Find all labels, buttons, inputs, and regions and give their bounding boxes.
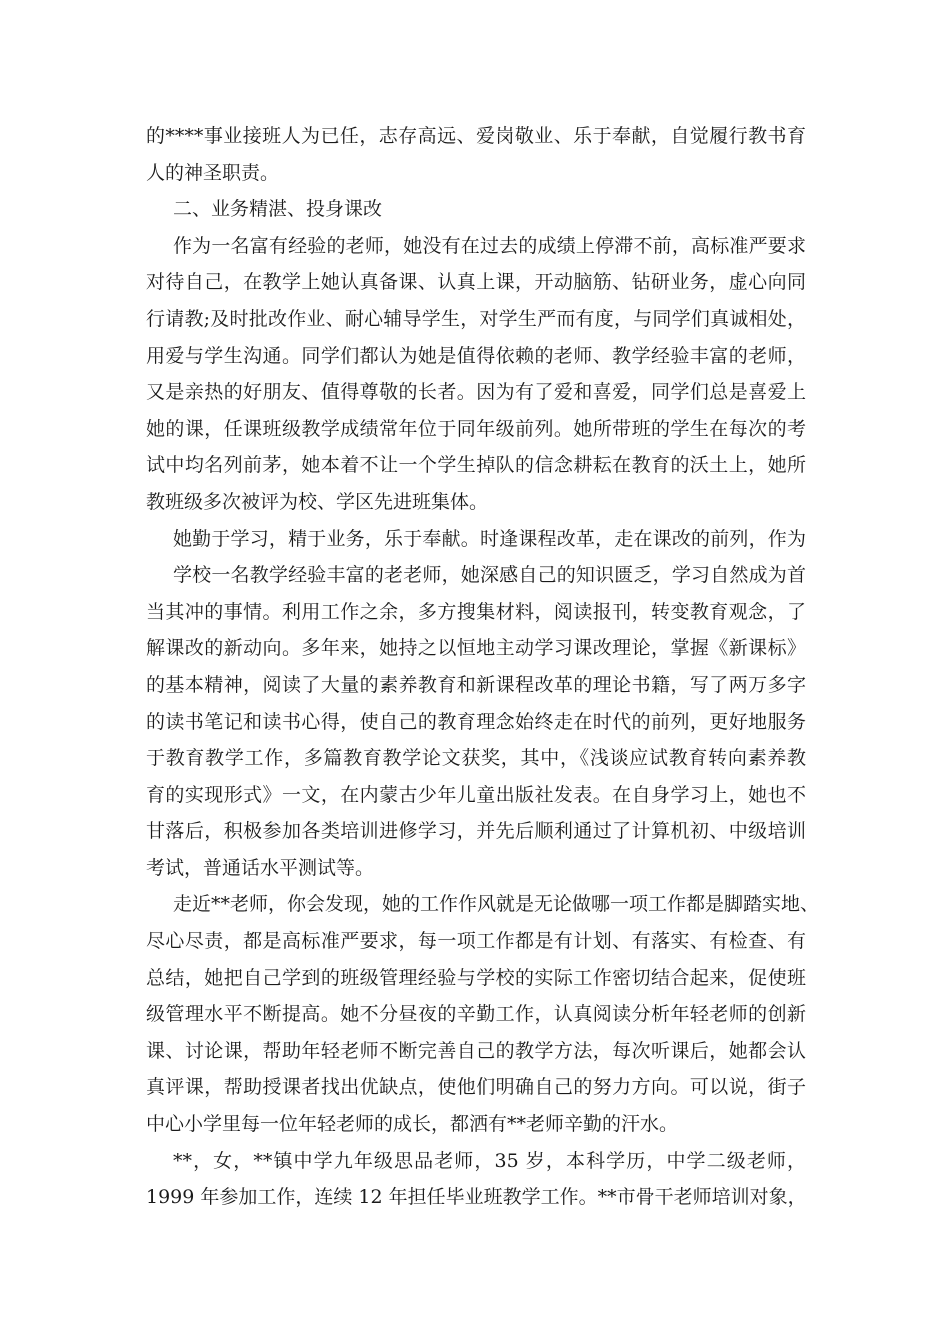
text-line: 当其冲的事情。利用工作之余，多方搜集材料，阅读报刊，转变教育观念，了 xyxy=(146,600,806,623)
text-line: 总结，她把自己学到的班级管理经验与学校的实际工作密切结合起来，促使班 xyxy=(146,966,806,989)
text-line: 级管理水平不断提高。她不分昼夜的辛勤工作，认真阅读分析年轻老师的创新 xyxy=(146,1003,806,1026)
text-line: 她的课，任课班级教学成绩常年位于同年级前列。她所带班的学生在每次的考 xyxy=(146,417,806,440)
text-line: 又是亲热的好朋友、值得尊敬的长者。因为有了爱和喜爱，同学们总是喜爱上 xyxy=(146,381,806,404)
text-line: 教班级多次被评为校、学区先进班集体。 xyxy=(146,490,489,513)
text-line: 的****事业接班人为已任，志存高远、爱岗敬业、乐于奉献，自觉履行教书育 xyxy=(146,125,806,147)
text-line: 中心小学里每一位年轻老师的成长，都洒有**老师辛勤的汗水。 xyxy=(146,1113,679,1136)
text-line: 二、业务精湛、投身课改 xyxy=(173,198,383,221)
document-body xyxy=(146,118,820,1216)
text-line: 1999 年参加工作，连续 12 年担任毕业班教学工作。**市骨干老师培训对象， xyxy=(146,1186,807,1209)
text-line: 真评课，帮助授课者找出优缺点，使他们明确自己的努力方向。可以说，街子 xyxy=(146,1076,806,1099)
text-line: 的读书笔记和读书心得，使自己的教育理念始终走在时代的前列，更好地服务 xyxy=(146,710,806,733)
text-line: 甘落后，积极参加各类培训进修学习，并先后顺利通过了计算机初、中级培训 xyxy=(146,820,806,843)
text-line: 用爱与学生沟通。同学们都认为她是值得依赖的老师、教学经验丰富的老师， xyxy=(146,344,806,367)
text-line: 尽心尽责，都是高标准严要求，每一项工作都是有计划、有落实、有检查、有 xyxy=(146,930,806,953)
text-line: 走近**老师，你会发现，她的工作作风就是无论做哪一项工作都是脚踏实地、 xyxy=(173,893,820,916)
text-line: 考试，普通话水平测试等。 xyxy=(146,856,375,879)
text-line: 她勤于学习，精于业务，乐于奉献。时逢课程改革，走在课改的前列，作为 xyxy=(173,527,806,550)
text-line: 育的实现形式》一文，在内蒙古少年儿童出版社发表。在自身学习上，她也不 xyxy=(146,783,806,806)
text-line: 行请教;及时批改作业、耐心辅导学生，对学生严而有度，与同学们真诚相处， xyxy=(146,307,806,330)
text-line: 于教育教学工作，多篇教育教学论文获奖，其中，《浅谈应试教育转向素养教 xyxy=(146,747,806,770)
text-line: 人的神圣职责。 xyxy=(146,161,280,184)
text-line: 试中均名列前茅，她本着不让一个学生掉队的信念耕耘在教育的沃土上，她所 xyxy=(146,454,806,477)
text-line: 的基本精神，阅读了大量的素养教育和新课程改革的理论书籍，写了两万多字 xyxy=(146,673,806,696)
text-line: **，女，**镇中学九年级思品老师，35 岁，本科学历，中学二级老师， xyxy=(173,1149,806,1172)
text-line: 学校一名教学经验丰富的老老师，她深感自己的知识匮乏，学习自然成为首 xyxy=(173,564,806,587)
text-line: 课、讨论课，帮助年轻老师不断完善自己的教学方法，每次听课后，她都会认 xyxy=(146,1039,806,1062)
text-line: 对待自己，在教学上她认真备课、认真上课，开动脑筋、钻研业务，虚心向同 xyxy=(146,271,806,294)
text-line: 作为一名富有经验的老师，她没有在过去的成绩上停滞不前，高标准严要求 xyxy=(173,234,806,257)
text-line: 解课改的新动向。多年来，她持之以恒地主动学习课改理论，掌握《新课标》 xyxy=(146,637,806,660)
